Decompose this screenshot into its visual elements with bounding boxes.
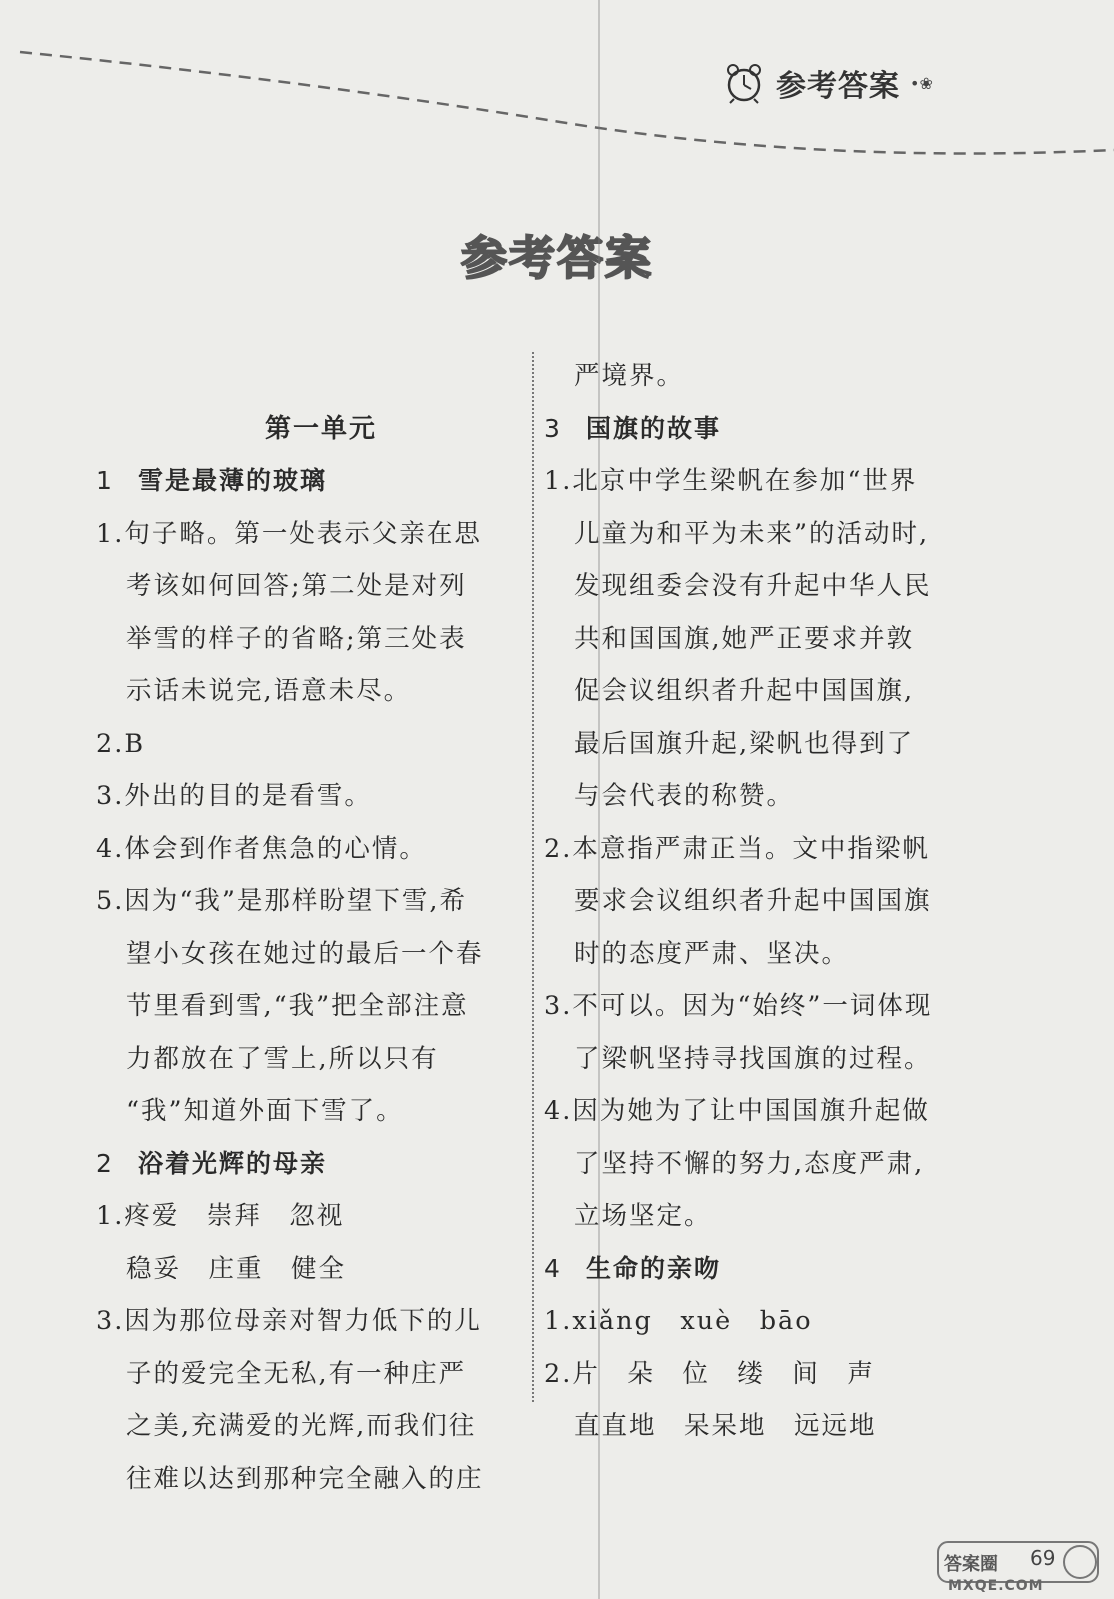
answer-line: 直直地 呆呆地 远远地 [574, 1411, 877, 1441]
answer-line: 严境界。 [574, 361, 685, 391]
lesson-title: 雪是最薄的玻璃 [138, 466, 328, 495]
answer-line: 之美,充满爱的光辉,而我们往 [126, 1411, 477, 1441]
answer-line: 共和国国旗,她严正要求并敦 [574, 623, 915, 654]
answer-line: 2.片 朵 位 缕 间 声 [544, 1358, 875, 1389]
lesson-heading [544, 1243, 984, 1296]
answer-line: 了坚持不懈的努力,态度严肃, [574, 1148, 925, 1179]
answer-line: 力都放在了雪上,所以只有 [126, 1043, 439, 1074]
answer-line: 4.因为她为了让中国国旗升起做 [544, 1096, 930, 1126]
lesson-title: 国旗的故事 [586, 413, 722, 443]
answer-line: 子的爱完全无私,有一种庄严 [126, 1358, 467, 1389]
answer-line: 了梁帆坚持寻找国旗的过程。 [574, 1043, 932, 1074]
lesson-number: 1 [96, 466, 114, 495]
header-badge [722, 58, 933, 108]
answer-line: 3.不可以。因为“始终”一词体现 [544, 991, 933, 1021]
column-divider [532, 352, 536, 1402]
answer-line: 要求会议组织者升起中国国旗 [574, 886, 932, 916]
answer-line: 4.体会到作者焦急的心情。 [96, 833, 427, 864]
answer-line: 2.B [96, 728, 146, 759]
lesson-heading [96, 455, 526, 508]
answer-line: 3.外出的目的是看雪。 [96, 781, 372, 811]
answer-line: 时的态度严肃、坚决。 [574, 938, 850, 969]
answer-line: 节里看到雪,“我”把全部注意 [126, 991, 469, 1021]
answer-line: 1.北京中学生梁帆在参加“世界 [544, 466, 918, 496]
answer-line: 与会代表的称赞。 [574, 781, 795, 811]
right-column [544, 350, 984, 1453]
answer-line: 考该如何回答;第二处是对列 [126, 571, 467, 601]
flower-decoration-icon: •❀ [910, 73, 933, 93]
lesson-number: 3 [544, 413, 562, 443]
answer-line: 稳妥 庄重 健全 [126, 1253, 347, 1284]
lesson-heading [96, 1138, 526, 1191]
alarm-clock-icon [722, 61, 766, 105]
answer-line: 5.因为“我”是那样盼望下雪,希 [96, 886, 468, 916]
header-dashed-curve [0, 0, 1114, 200]
answer-line: 立场坚定。 [574, 1201, 712, 1231]
answer-line: 最后国旗升起,梁帆也得到了 [574, 728, 915, 759]
answer-line: 发现组委会没有升起中华人民 [574, 571, 932, 601]
unit-title: 第一单元 [264, 413, 377, 444]
page-number: 69 [1030, 1546, 1056, 1570]
header-title: 参考答案 [776, 69, 900, 104]
lesson-number: 4 [544, 1253, 562, 1283]
answer-line: 1.疼爱 崇拜 忽视 [96, 1201, 345, 1231]
answer-line: 示话未说完,语意未尽。 [126, 676, 412, 706]
watermark-url: MXQE.COM [948, 1578, 1044, 1594]
answer-line: 2.本意指严肃正当。文中指梁帆 [544, 833, 930, 864]
answer-line: 3.因为那位母亲对智力低下的儿 [96, 1306, 482, 1336]
answer-line: 促会议组织者升起中国国旗, [574, 676, 915, 706]
answer-line: “我”知道外面下雪了。 [126, 1096, 404, 1126]
lesson-title: 浴着光辉的母亲 [138, 1148, 328, 1178]
page-title: 参考答案 [461, 231, 653, 285]
spacer [96, 350, 526, 403]
answer-line: 望小女孩在她过的最后一个春 [126, 938, 484, 969]
lesson-title: 生命的亲吻 [586, 1253, 722, 1283]
left-column [96, 350, 526, 1505]
answer-line: 1.句子略。第一处表示父亲在思 [96, 518, 482, 549]
lesson-heading [544, 403, 984, 456]
answer-line: 儿童为和平为未来”的活动时, [574, 518, 930, 549]
watermark-text: 答案圈 [944, 1554, 998, 1575]
answer-line: 1.xiǎng xuè bāo [544, 1306, 813, 1336]
answer-line: 举雪的样子的省略;第三处表 [126, 623, 467, 654]
lesson-number: 2 [96, 1148, 114, 1178]
answer-line: 往难以达到那种完全融入的庄 [126, 1463, 484, 1494]
